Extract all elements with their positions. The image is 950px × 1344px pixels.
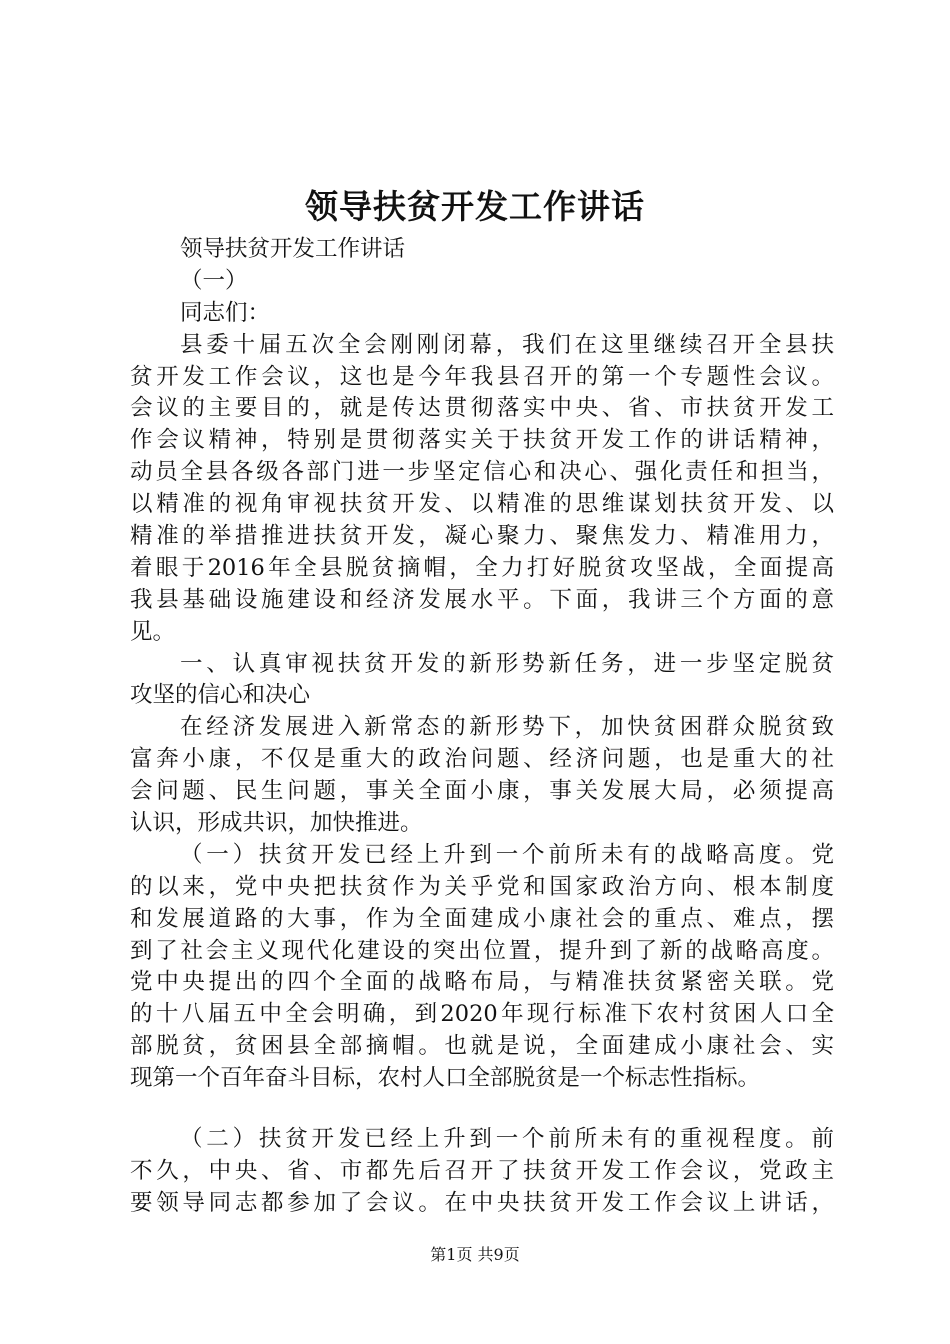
text-line: （一）扶贫开发已经上升到一个前所未有的战略高度。党	[180, 841, 834, 868]
text-line: 精准的举措推进扶贫开发，凝心聚力、聚焦发力、精准用力，	[130, 523, 834, 550]
text-line: 攻坚的信心和决心	[130, 682, 311, 709]
text-line: 会议的主要目的，就是传达贯彻落实中央、省、市扶贫开发工	[130, 395, 834, 422]
text-line: 和发展道路的大事，作为全面建成小康社会的重点、难点，摆	[130, 905, 834, 932]
text-line: 同志们：	[180, 299, 271, 326]
text-line: 在经济发展进入新常态的新形势下，加快贫困群众脱贫致	[180, 714, 834, 741]
text-line: 不久，中央、省、市都先后召开了扶贫开发工作会议，党政主	[130, 1157, 834, 1184]
text-line: 的十八届五中全会明确，到2020年现行标准下农村贫困人口全	[130, 1001, 834, 1028]
text-line: 着眼于2016年全县脱贫摘帽，全力打好脱贫攻坚战，全面提高	[130, 554, 834, 581]
text-line: 作会议精神，特别是贯彻落实关于扶贫开发工作的讲话精神，	[130, 427, 834, 454]
text-line: 现第一个百年奋斗目标，农村人口全部脱贫是一个标志性指标。	[130, 1065, 761, 1092]
text-line: 要领导同志都参加了会议。在中央扶贫开发工作会议上讲话，	[130, 1189, 834, 1216]
text-line: 见。	[130, 618, 176, 645]
text-line: （二）扶贫开发已经上升到一个前所未有的重视程度。前	[180, 1126, 834, 1153]
paragraph-gap	[130, 1095, 834, 1124]
text-line: 部脱贫，贫困县全部摘帽。也就是说，全面建成小康社会、实	[130, 1033, 834, 1060]
text-line: 会问题、民生问题，事关全面小康，事关发展大局，必须提高	[130, 778, 834, 805]
text-line: 认识，形成共识，加快推进。	[130, 810, 423, 837]
text-line: 富奔小康，不仅是重大的政治问题、经济问题，也是重大的社	[130, 746, 834, 773]
text-line: 动员全县各级各部门进一步坚定信心和决心、强化责任和担当，	[130, 459, 834, 486]
text-line: 党中央提出的四个全面的战略布局，与精准扶贫紧密关联。党	[130, 969, 834, 996]
document-title: 领导扶贫开发工作讲话	[305, 187, 645, 226]
text-line: 我县基础设施建设和经济发展水平。下面，我讲三个方面的意	[130, 586, 834, 613]
text-line: 贫开发工作会议，这也是今年我县召开的第一个专题性会议。	[130, 363, 834, 390]
page-number: 第1页 共9页	[430, 1245, 520, 1264]
text-line: 县委十届五次全会刚刚闭幕，我们在这里继续召开全县扶	[180, 331, 834, 358]
text-line: 领导扶贫开发工作讲话	[180, 236, 406, 262]
document-body	[130, 234, 834, 1220]
text-line: 到了社会主义现代化建设的突出位置，提升到了新的战略高度。	[130, 937, 834, 964]
text-line: 以精准的视角审视扶贫开发、以精准的思维谋划扶贫开发、以	[130, 491, 834, 518]
text-line: 一、认真审视扶贫开发的新形势新任务，进一步坚定脱贫	[180, 650, 834, 677]
text-line: （一）	[180, 267, 248, 294]
text-line: 的以来，党中央把扶贫作为关乎党和国家政治方向、根本制度	[130, 873, 834, 900]
